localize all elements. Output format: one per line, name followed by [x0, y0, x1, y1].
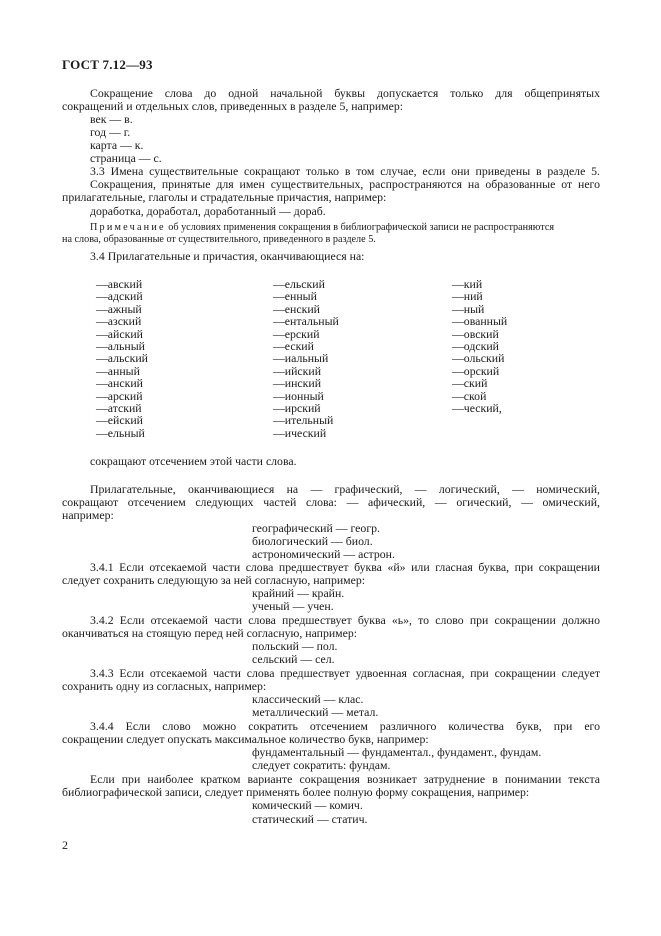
section-3-4-4-example: следует сократить: фундам. — [252, 758, 391, 772]
suffix-item: —ительный — [273, 413, 334, 428]
suffix-item: —анский — [96, 376, 143, 391]
section-3-3-example: доработка, доработал, доработанный — дораб. — [90, 204, 326, 218]
adj-example: астрономический — астрон. — [252, 547, 395, 561]
note-line-1-text: об условиях применения сокращения в библиографической записи не распространяются — [165, 222, 555, 233]
section-3-4-3-line-2: сохранить одну из согласных, например: — [62, 679, 267, 693]
suffix-item: —еский — [273, 339, 314, 354]
suffix-item: —арский — [96, 388, 143, 403]
suffix-item: —анный — [96, 363, 140, 378]
suffix-item: —одский — [452, 339, 499, 354]
suffix-item: —ованный — [452, 314, 508, 329]
section-3-4-tail: сокращают отсечением этой части слова. — [90, 454, 297, 468]
section-3-4-3-line-1: 3.4.3 Если отсекаемой части слова предшествует удвоенная согласная, при сокращении следует — [90, 666, 600, 680]
adj-example: биологический — биол. — [252, 534, 373, 548]
suffix-item: —ерский — [273, 326, 320, 341]
suffix-item: —альский — [96, 351, 148, 366]
suffix-column-2 — [273, 278, 339, 439]
section-3-4-2-example: сельский — сел. — [252, 652, 335, 666]
suffix-item: —овский — [452, 326, 499, 341]
suffix-item: —ирский — [273, 401, 321, 416]
suffix-item: —ской — [452, 388, 487, 403]
intro-example: век — в. — [90, 112, 133, 126]
suffix-column-1 — [96, 278, 148, 439]
section-3-4-3-example: металлический — метал. — [252, 705, 379, 719]
suffix-item: —енный — [273, 289, 317, 304]
adj-line-1: Прилагательные, оканчивающиеся на — графический, — логический, — номический, — [90, 482, 600, 496]
intro-example: год — г. — [90, 125, 131, 139]
suffix-item: —ический — [273, 425, 327, 440]
closing-line-2: библиографической записи, следует применять более полную форму сокращения, например: — [62, 785, 530, 799]
suffix-item: —кий — [452, 277, 483, 291]
section-3-4-3-example: классический — клас. — [252, 692, 364, 706]
suffix-item: —атский — [96, 401, 142, 416]
suffix-item: —ный — [452, 301, 485, 316]
suffix-item: —айский — [96, 326, 143, 341]
intro-example: карта — к. — [90, 138, 144, 152]
section-3-4-1-example: крайний — крайн. — [252, 586, 345, 600]
section-3-3-line-3: прилагательные, глаголы и страдательные причастия, например: — [62, 190, 387, 204]
adj-example: географический — геогр. — [252, 521, 381, 535]
note-line-2: на слова, образованные от существительного, приведенного в разделе 5. — [62, 234, 376, 245]
section-3-4-1-example: ученый — учен. — [252, 599, 334, 613]
page-number: 2 — [62, 838, 68, 852]
closing-example: комический — комич. — [252, 798, 363, 812]
suffix-item: —орский — [452, 363, 500, 378]
section-3-4-2-line-1: 3.4.2 Если отсекаемой части слова предшествует буква «ь», то слово при сокращении должно — [90, 613, 600, 627]
section-3-4-1-line-2: следует сохранить следующую за ней согласную, например: — [62, 573, 366, 587]
suffix-item: —ентальный — [273, 314, 339, 329]
suffix-item: —азский — [96, 314, 142, 329]
suffix-item: —иальный — [273, 351, 329, 366]
suffix-item: —ийский — [273, 363, 322, 378]
adj-line-3: например: — [62, 508, 114, 522]
closing-example: статический — статич. — [252, 812, 368, 826]
suffix-item: —инский — [273, 376, 322, 391]
suffix-item: —ольский — [452, 351, 505, 366]
section-3-4-2-line-2: оканчиваться на стоящую перед ней согласную, например: — [62, 626, 358, 640]
section-3-4-2-example: польский — пол. — [252, 639, 338, 653]
suffix-item: —ний — [452, 289, 483, 304]
suffix-item: —ский — [452, 376, 488, 391]
section-3-4-4-line-2: сокращении следует опускать максимальное количество букв, например: — [62, 732, 429, 746]
adj-line-2: сокращают отсечением следующих частей слова: — афический, — огический, — омический, — [62, 495, 600, 509]
suffix-item: —ионный — [273, 388, 324, 403]
suffix-item: —енский — [273, 301, 320, 316]
suffix-item: —ельный — [96, 425, 145, 440]
section-3-4-heading: 3.4 Прилагательные и причастия, оканчивающиеся на: — [90, 249, 365, 263]
section-3-4-1-line-1: 3.4.1 Если отсекаемой части слова предшествует буква «й» или гласная буква, при сокращении — [90, 560, 600, 574]
suffix-item: —ейский — [96, 413, 143, 428]
section-3-3-line-2: Сокращения, принятые для имен существительных, распространяются на образованные от него — [90, 177, 600, 191]
intro-example: страница — с. — [90, 151, 162, 165]
suffix-item: —авский — [96, 277, 143, 291]
document-header: ГОСТ 7.12—93 — [62, 57, 153, 72]
closing-line-1: Если при наиболее кратком варианте сокращения возникает затруднение в понимании текста — [90, 772, 600, 786]
section-3-4-4-line-1: 3.4.4 Если слово можно сократить отсечением различного количества букв, при его — [90, 719, 600, 733]
suffix-item: —ельский — [273, 277, 325, 291]
intro-line-2: сокращений и отдельных слов, приведенных в разделе 5, например: — [62, 99, 404, 113]
note-label: Примечание — [90, 222, 166, 233]
section-3-4-4-example: фундаментальный — фундаментал., фундамент., фундам. — [252, 745, 542, 759]
section-3-3-line-1: 3.3 Имена существительные сокращают только в том случае, если они приведены в разделе 5. — [90, 164, 600, 178]
suffix-item: —ческий, — [452, 401, 502, 416]
intro-line-1: Сокращение слова до одной начальной буквы допускается только для общепринятых — [90, 86, 600, 100]
suffix-item: —альный — [96, 339, 145, 354]
suffix-column-3 — [452, 278, 507, 414]
suffix-item: —ажный — [96, 301, 142, 316]
suffix-item: —адский — [96, 289, 143, 304]
